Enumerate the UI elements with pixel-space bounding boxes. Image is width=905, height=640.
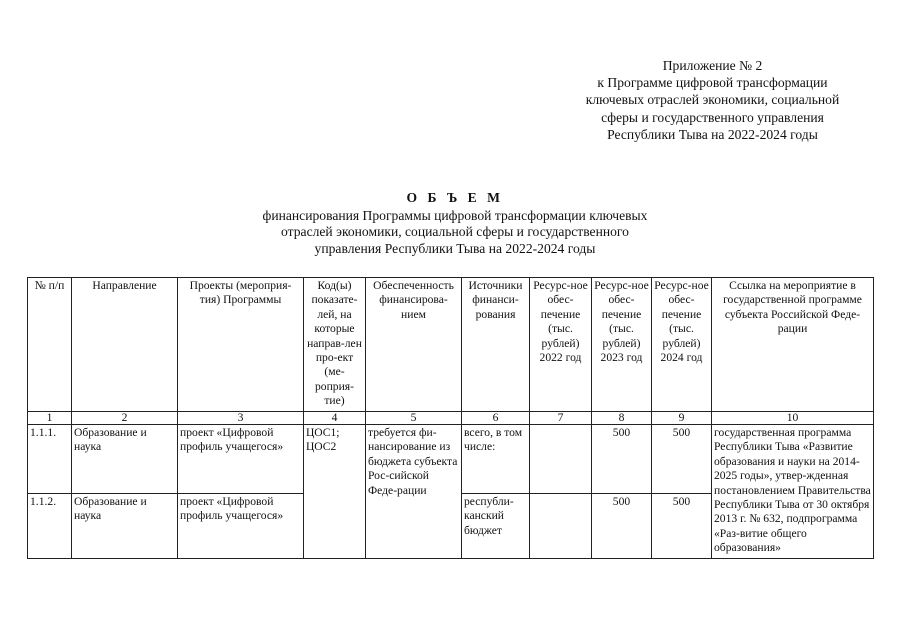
row-2022 xyxy=(530,425,592,494)
row-direction: Образование и наука xyxy=(72,494,178,559)
program-reference: государственная программа Республики Тыва «Развитие образования и науки на 2014-2025 годы», утвер-жденная постановлением Правительства Республики Тыва от 30 октября 2013 г. № 632, подпрограмма «Раз-витие общего образования» xyxy=(712,425,874,559)
appendix-line: ключевых отраслей экономики, социальной xyxy=(585,92,840,108)
row-direction: Образование и наука xyxy=(72,425,178,494)
funding-status: требуется фи-нансирование из бюджета субъекта Рос-сийской Феде-рации xyxy=(366,425,462,559)
appendix-line: сферы и государственного управления xyxy=(601,109,824,125)
row-source: всего, в том числе: xyxy=(462,425,530,494)
row-project: проект «Цифровой профиль учащегося» xyxy=(178,494,304,559)
row-project: проект «Цифровой профиль учащегося» xyxy=(178,425,304,494)
title-line: управления Республики Тыва на 2022-2024 годы xyxy=(314,240,596,256)
column-number: 8 xyxy=(592,412,652,425)
column-number: 2 xyxy=(72,412,178,425)
column-number: 9 xyxy=(652,412,712,425)
header-cell: Источники финанси-рования xyxy=(462,278,530,412)
table-row xyxy=(28,425,874,494)
row-source: республи-канский бюджет xyxy=(462,494,530,559)
column-number: 4 xyxy=(304,412,366,425)
column-number: 7 xyxy=(530,412,592,425)
column-number: 6 xyxy=(462,412,530,425)
appendix-line: Республики Тыва на 2022-2024 годы xyxy=(607,126,818,142)
title-line: отраслей экономики, социальной сферы и государственного xyxy=(281,224,629,240)
row-number: 1.1.1. xyxy=(28,425,72,494)
column-number-row xyxy=(28,412,874,425)
row-2023: 500 xyxy=(592,494,652,559)
row-2024: 500 xyxy=(652,425,712,494)
header-cell: Проекты (мероприя-тия) Программы xyxy=(178,278,304,412)
header-cell: Направление xyxy=(72,278,178,412)
title-line: финансирования Программы цифровой трансформации ключевых xyxy=(262,208,648,224)
row-2022 xyxy=(530,494,592,559)
appendix-note xyxy=(540,57,885,143)
column-number: 1 xyxy=(28,412,72,425)
column-number: 5 xyxy=(366,412,462,425)
header-cell: Код(ы) показате-лей, на которые направ-лен про-ект (ме-роприя-тие) xyxy=(304,278,366,412)
indicator-codes: ЦОС1; ЦОС2 xyxy=(304,425,366,559)
header-cell: Ресурс-ное обес-печение (тыс. рублей) 2023 год xyxy=(592,278,652,412)
column-number: 10 xyxy=(712,412,874,425)
title-main: О Б Ъ Е М xyxy=(406,190,504,205)
table-header-row xyxy=(28,278,874,412)
document-title xyxy=(175,190,735,257)
row-2023: 500 xyxy=(592,425,652,494)
appendix-line: Приложение № 2 xyxy=(662,58,763,73)
header-cell: Ссылка на мероприятие в государственной программе субъекта Российской Феде-рации xyxy=(712,278,874,412)
header-cell: Ресурс-ное обес-печение (тыс. рублей) 2024 год xyxy=(652,278,712,412)
header-cell: Ресурс-ное обес-печение (тыс. рублей) 2022 год xyxy=(530,278,592,412)
column-number: 3 xyxy=(178,412,304,425)
row-number: 1.1.2. xyxy=(28,494,72,559)
funding-table xyxy=(27,277,874,559)
header-cell: Обеспеченность финансирова-нием xyxy=(366,278,462,412)
appendix-line: к Программе цифровой трансформации xyxy=(597,75,828,91)
row-2024: 500 xyxy=(652,494,712,559)
header-cell: № п/п xyxy=(28,278,72,412)
